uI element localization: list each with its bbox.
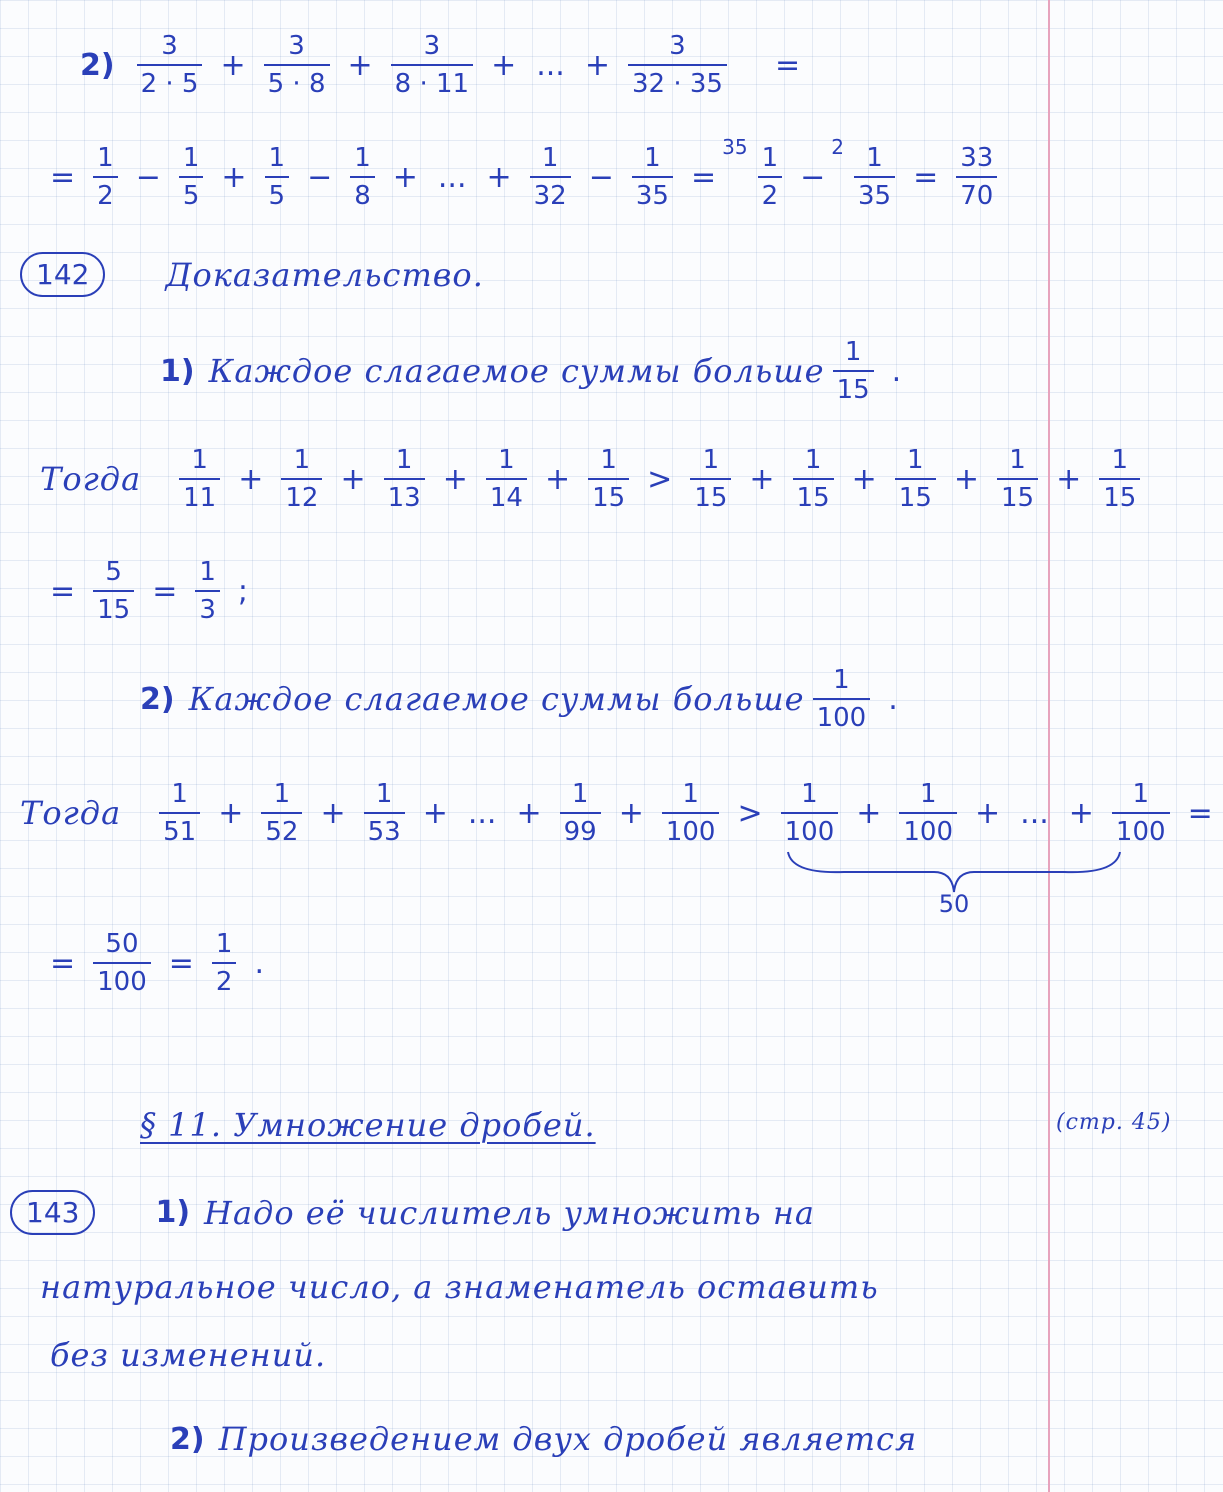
plus-sign: + [422, 795, 448, 831]
minus-sign: − [588, 159, 614, 195]
fraction: $\frac{1}{15}$ [997, 444, 1038, 514]
plus-sign: + [320, 795, 346, 831]
extra-factor: 35 [722, 135, 748, 159]
fraction: $\frac{1}{3}$ [195, 556, 220, 626]
fraction: $\frac{1}{52}$ [261, 778, 302, 848]
ellipsis: ... [536, 47, 565, 83]
exercise-number: 142 [20, 252, 105, 297]
plus-sign: + [221, 159, 247, 195]
fraction: $\frac{1}{15}$ [793, 444, 834, 514]
section-heading [140, 1106, 596, 1144]
plus-sign: + [491, 47, 517, 83]
equals-sign: = [168, 945, 194, 981]
fraction: $\frac{1}{5}$ [265, 142, 290, 212]
exercise-143-line-1 [10, 1190, 815, 1235]
exercise-title: Доказательство. [165, 255, 484, 294]
period: . [891, 353, 902, 389]
plus-sign: + [584, 47, 610, 83]
plus-sign: + [1068, 795, 1094, 831]
fraction: $\frac{3}{2 \cdot 5}$ [137, 30, 203, 100]
equals-sign: = [690, 159, 717, 195]
item-label: 2) [170, 1421, 205, 1457]
item-label: 1) [160, 353, 195, 389]
fraction: $\frac{1}{5}$ [179, 142, 204, 212]
result-1 [40, 556, 258, 626]
greater-than-sign: > [647, 461, 673, 497]
fraction: $\frac{1}{15}$ [1099, 444, 1140, 514]
answer-text: натуральное число, а знаменатель оставить [40, 1268, 879, 1306]
page-ref-text: (стр. 45) [1056, 1110, 1172, 1135]
equation-line-2 [40, 135, 1005, 212]
then-word: Тогда [20, 794, 122, 832]
fraction: $\frac{1}{15}$ [833, 336, 874, 406]
answer-text: без изменений. [50, 1336, 327, 1374]
plus-sign: + [347, 47, 373, 83]
fraction: $\frac{1}{100}$ [1112, 778, 1170, 848]
statement-text: Каждое слагаемое суммы больше [208, 352, 825, 390]
semicolon: ; [237, 573, 249, 609]
greater-than-sign: > [737, 795, 763, 831]
ellipsis: ... [437, 159, 467, 195]
fraction: $\frac{1}{99}$ [560, 778, 601, 848]
fraction: $\frac{1}{15}$ [690, 444, 731, 514]
ellipsis: ... [467, 795, 497, 831]
fraction: $\frac{1}{2}$ [212, 928, 237, 998]
fraction: $\frac{1}{35}$ [632, 142, 673, 212]
equals-sign: = [774, 47, 801, 83]
exercise-142-header [20, 252, 484, 297]
extra-factor: 2 [831, 135, 844, 159]
minus-sign: − [800, 159, 826, 195]
equals-sign: = [913, 159, 939, 195]
fraction: $\frac{1}{14}$ [486, 444, 527, 514]
fraction: $\frac{1}{15}$ [895, 444, 936, 514]
part-1-statement [160, 336, 911, 406]
exercise-143-line-4 [170, 1420, 917, 1458]
plus-sign: + [749, 461, 775, 497]
fraction: $\frac{1}{100}$ [813, 664, 871, 734]
plus-sign: + [220, 47, 246, 83]
plus-sign: + [618, 795, 644, 831]
brace-count: 50 [938, 890, 970, 918]
statement-text: Каждое слагаемое суммы больше [188, 680, 805, 718]
minus-sign: − [135, 159, 161, 195]
exercise-143-line-3 [50, 1336, 326, 1374]
result-2 [40, 928, 274, 998]
fraction: $\frac{1}{35}$ [854, 142, 895, 212]
fraction: $\frac{1}{11}$ [179, 444, 220, 514]
item-label: 2) [140, 681, 175, 717]
plus-sign: + [238, 461, 264, 497]
plus-sign: + [1056, 461, 1082, 497]
fraction: $\frac{1}{15}$ [588, 444, 629, 514]
item-label: 1) [155, 1195, 191, 1230]
page-reference [1056, 1110, 1171, 1135]
plus-sign: + [953, 461, 980, 497]
period: . [254, 945, 265, 981]
plus-sign: + [516, 795, 542, 831]
equals-sign: = [50, 159, 76, 195]
exercise-number: 143 [10, 1190, 95, 1235]
fraction: $\frac{1}{2}$ [758, 142, 783, 212]
fraction: $\frac{1}{13}$ [384, 444, 425, 514]
fraction: $\frac{1}{32}$ [530, 142, 571, 212]
then-word: Тогда [40, 460, 142, 498]
underbrace [784, 848, 1124, 918]
plus-sign: + [486, 159, 512, 195]
plus-sign: + [218, 795, 244, 831]
plus-sign: + [392, 159, 418, 195]
equals-sign: = [50, 945, 76, 981]
minus-sign: − [307, 159, 333, 195]
fraction: $\frac{3}{32 \cdot 35}$ [628, 30, 727, 100]
plus-sign: + [851, 461, 877, 497]
fraction: $\frac{33}{70}$ [956, 142, 997, 212]
fraction: $\frac{1}{53}$ [364, 778, 405, 848]
fraction: $\frac{1}{2}$ [93, 142, 118, 212]
fraction: $\frac{1}{51}$ [159, 778, 200, 848]
fraction: $\frac{1}{100}$ [899, 778, 957, 848]
fraction: $\frac{1}{100}$ [662, 778, 720, 848]
plus-sign: + [340, 461, 366, 497]
ellipsis: ... [1020, 795, 1049, 831]
answer-text: Надо её числитель умножить на [204, 1193, 815, 1232]
inequality-1 [40, 444, 1148, 514]
equals-sign: = [50, 573, 76, 609]
equation-line-1 [80, 30, 810, 100]
item-label: 2) [80, 47, 115, 83]
plus-sign: + [975, 795, 1001, 831]
period: . [888, 681, 898, 717]
fraction: $\frac{5}{15}$ [93, 556, 134, 626]
plus-sign: + [856, 795, 882, 831]
plus-sign: + [544, 461, 571, 497]
fraction: $\frac{3}{5 \cdot 8}$ [264, 30, 330, 100]
fraction: $\frac{3}{8 \cdot 11}$ [391, 30, 473, 100]
exercise-143-line-2 [40, 1268, 879, 1306]
equals-sign: = [1187, 795, 1213, 831]
plus-sign: + [442, 461, 468, 497]
section-title: § 11. Умножение дробей. [140, 1106, 596, 1144]
part-2-statement [140, 664, 908, 734]
notebook-margin-line [1048, 0, 1050, 1492]
fraction: $\frac{1}{100}$ [781, 778, 839, 848]
answer-text: Произведением двух дробей является [218, 1420, 918, 1458]
fraction: $\frac{50}{100}$ [93, 928, 151, 998]
inequality-2 [20, 778, 1223, 848]
equals-sign: = [152, 573, 178, 609]
fraction: $\frac{1}{12}$ [281, 444, 322, 514]
fraction: $\frac{1}{8}$ [350, 142, 375, 212]
